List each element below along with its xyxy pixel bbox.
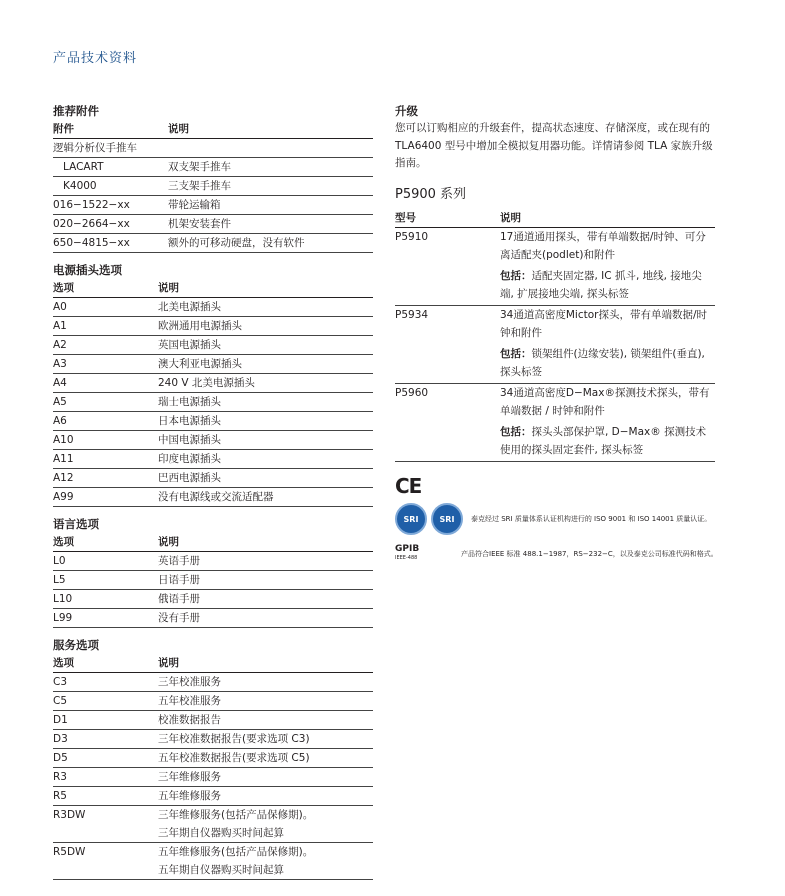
col-header: 说明 — [158, 654, 373, 673]
sri-certification — [395, 503, 711, 535]
table-row — [53, 374, 373, 393]
cell: C5 — [53, 692, 158, 711]
cell: 中国电源插头 — [158, 431, 373, 450]
upgrade-body: 您可以订购相应的升级套件，提高状态速度、存储深度，或在现有的 TLA6400 型号中增加全模拟复用器功能。详情请参阅 TLA 家族升级指南。 — [395, 122, 713, 169]
cell: D3 — [53, 730, 158, 749]
cell: 双支架手推车 — [168, 158, 373, 177]
accessories-table — [53, 120, 373, 253]
table-row — [53, 768, 373, 787]
model-description: 17通道通用探头，带有单端数据/时钟、可分离适配夹(podlet)和附件 — [500, 230, 706, 261]
table-row — [53, 215, 373, 234]
service-title: 服务选项 — [53, 638, 99, 652]
cell: L99 — [53, 609, 158, 628]
sri-badge-icon: SRI — [395, 503, 427, 535]
cell: 五年维修服务 — [158, 787, 373, 806]
cell: A4 — [53, 374, 158, 393]
col-header: 型号 — [395, 209, 500, 228]
table-row — [53, 450, 373, 469]
language-title: 语言选项 — [53, 517, 99, 531]
table-row — [53, 692, 373, 711]
table-row — [53, 730, 373, 749]
cell: A6 — [53, 412, 158, 431]
table-row — [53, 336, 373, 355]
model-description: 34通道高密度D−Max®探测技术探头，带有单端数据 / 时钟和附件 — [500, 386, 710, 417]
cell: LACART — [53, 158, 168, 177]
gpib-compliance — [395, 545, 718, 563]
col-header: 附件 — [53, 120, 168, 139]
table-row — [53, 177, 373, 196]
cell: 俄语手册 — [158, 590, 373, 609]
includes-label: 包括： — [500, 347, 532, 360]
cell: A12 — [53, 469, 158, 488]
cell: 三年维修服务 — [158, 768, 373, 787]
cell: 校准数据报告 — [158, 711, 373, 730]
accessories-title: 推荐附件 — [53, 104, 99, 118]
cell: 日本电源插头 — [158, 412, 373, 431]
includes — [500, 267, 715, 305]
cell: 机架安装套件 — [168, 215, 373, 234]
ce-mark-icon: CE — [395, 474, 422, 498]
right-column — [395, 103, 715, 462]
col-header: 说明 — [168, 120, 373, 139]
cell: L5 — [53, 571, 158, 590]
cell: 澳大利亚电源插头 — [158, 355, 373, 374]
gpib-logo-icon — [395, 545, 457, 563]
model-cell: P5960 — [395, 383, 500, 461]
cell: 没有电源线或交流适配器 — [158, 488, 373, 507]
includes-label: 包括： — [500, 425, 532, 438]
accessories-group: 逻辑分析仪手推车 — [53, 139, 373, 158]
cell-line: 五年期自仪器购买时间起算 — [158, 864, 284, 876]
model-description: 34通道高密度Mictor探头，带有单端数据/时钟和附件 — [500, 308, 708, 339]
service-table — [53, 654, 373, 880]
table-row — [53, 158, 373, 177]
upgrade-title: 升级 — [395, 104, 418, 118]
table-row — [53, 412, 373, 431]
cell: 016−1522−xx — [53, 196, 168, 215]
table-row — [53, 298, 373, 317]
cell: R5 — [53, 787, 158, 806]
power-table — [53, 279, 373, 507]
table-row — [53, 571, 373, 590]
table-row — [395, 305, 715, 383]
model-cell: P5910 — [395, 227, 500, 305]
table-row — [53, 393, 373, 412]
col-header: 说明 — [158, 533, 373, 552]
desc-cell — [500, 227, 715, 305]
table-row — [53, 431, 373, 450]
cell: 英国电源插头 — [158, 336, 373, 355]
table-row — [53, 488, 373, 507]
cell — [158, 843, 373, 880]
table-row — [53, 749, 373, 768]
cell: 240 V 北美电源插头 — [158, 374, 373, 393]
table-row — [53, 317, 373, 336]
left-column — [53, 103, 373, 880]
includes-text: 适配夹固定器, IC 抓斗, 地线, 接地尖端, 扩展接地尖端, 探头标签 — [500, 269, 702, 300]
table-row — [395, 383, 715, 461]
cell: 020−2664−xx — [53, 215, 168, 234]
table-row — [395, 227, 715, 305]
cell: R3 — [53, 768, 158, 787]
table-row — [53, 843, 373, 880]
cell: L0 — [53, 552, 158, 571]
cell-line: 三年期自仪器购买时间起算 — [158, 827, 284, 839]
table-row — [53, 469, 373, 488]
cell: C3 — [53, 673, 158, 692]
sri-text: 泰克经过 SRI 质量体系认证机构进行的 ISO 9001 和 ISO 14001 质量认证。 — [471, 515, 712, 523]
includes — [500, 345, 715, 383]
sri-badge-icon: SRI — [431, 503, 463, 535]
cell: 650−4815−xx — [53, 234, 168, 253]
table-row — [53, 711, 373, 730]
cell: D5 — [53, 749, 158, 768]
gpib-text: 产品符合IEEE 标准 488.1−1987，RS−232−C，以及泰克公司标准代码和格式。 — [461, 550, 718, 558]
desc-cell — [500, 305, 715, 383]
cell: A11 — [53, 450, 158, 469]
cell: 英语手册 — [158, 552, 373, 571]
cell: 五年校准服务 — [158, 692, 373, 711]
includes-text: 锁架组件(边缘安装), 锁架组件(垂直), 探头标签 — [500, 347, 705, 378]
cell: 瑞士电源插头 — [158, 393, 373, 412]
col-header: 说明 — [158, 279, 373, 298]
table-row — [53, 673, 373, 692]
p5900-title: P5900 系列 — [395, 186, 467, 202]
cell: A10 — [53, 431, 158, 450]
includes-text: 探头头部保护罩, D−Max® 探测技术使用的探头固定套件, 探头标签 — [500, 425, 707, 456]
cell: 三支架手推车 — [168, 177, 373, 196]
table-row — [53, 806, 373, 843]
power-title: 电源插头选项 — [53, 263, 122, 277]
table-row — [53, 355, 373, 374]
cell: A0 — [53, 298, 158, 317]
cell: A3 — [53, 355, 158, 374]
page-title: 产品技术资料 — [53, 51, 138, 66]
cell — [158, 806, 373, 843]
cell: 带轮运输箱 — [168, 196, 373, 215]
cell: K4000 — [53, 177, 168, 196]
gpib-logo-sub: IEEE-488 — [395, 555, 418, 561]
cell: 巴西电源插头 — [158, 469, 373, 488]
cell: 三年校准服务 — [158, 673, 373, 692]
table-row — [53, 552, 373, 571]
col-header: 选项 — [53, 533, 158, 552]
cell: 欧洲通用电源插头 — [158, 317, 373, 336]
cell: R5DW — [53, 843, 158, 880]
col-header: 说明 — [500, 209, 715, 228]
table-row — [53, 234, 373, 253]
cell: 额外的可移动硬盘，没有软件 — [168, 234, 373, 253]
cell: A1 — [53, 317, 158, 336]
cell: 没有手册 — [158, 609, 373, 628]
includes-label: 包括： — [500, 269, 532, 282]
cell: A2 — [53, 336, 158, 355]
cell: A5 — [53, 393, 158, 412]
language-table — [53, 533, 373, 628]
cell: 三年校准数据报告(要求选项 C3) — [158, 730, 373, 749]
cell: 北美电源插头 — [158, 298, 373, 317]
includes — [500, 423, 715, 461]
col-header: 选项 — [53, 654, 158, 673]
table-row — [53, 609, 373, 628]
table-row — [53, 196, 373, 215]
cell-line: 五年维修服务(包括产品保修期)。 — [158, 846, 314, 858]
cell: 印度电源插头 — [158, 450, 373, 469]
cell: D1 — [53, 711, 158, 730]
table-row — [53, 590, 373, 609]
table-row — [53, 787, 373, 806]
cell: 日语手册 — [158, 571, 373, 590]
cell: 五年校准数据报告(要求选项 C5) — [158, 749, 373, 768]
p5900-table — [395, 209, 715, 462]
cell-line: 三年维修服务(包括产品保修期)。 — [158, 809, 314, 821]
desc-cell — [500, 383, 715, 461]
model-cell: P5934 — [395, 305, 500, 383]
cell: L10 — [53, 590, 158, 609]
gpib-logo-text: GPIB — [395, 544, 420, 554]
cell: A99 — [53, 488, 158, 507]
col-header: 选项 — [53, 279, 158, 298]
cell: R3DW — [53, 806, 158, 843]
